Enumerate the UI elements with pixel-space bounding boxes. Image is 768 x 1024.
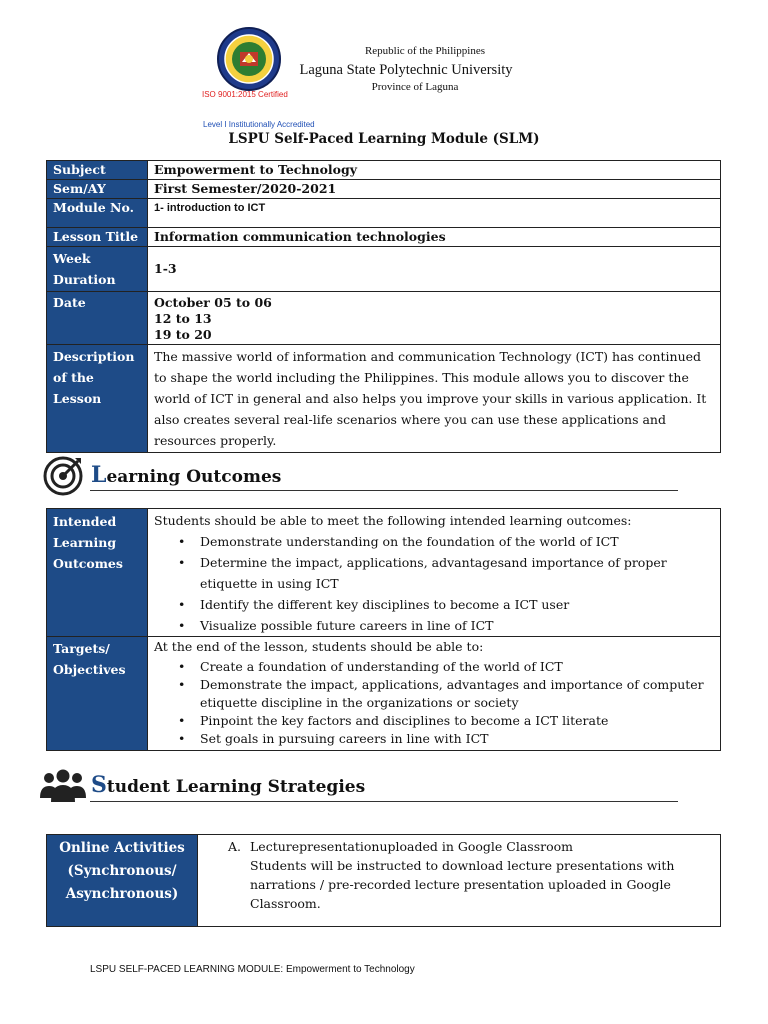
table-row: [47, 637, 721, 751]
heading-underline: [90, 490, 678, 491]
heading-underline: [90, 801, 678, 802]
item-line: narrations / pre-recorded lecture presentation uploaded in Google: [250, 877, 671, 892]
list-item-continuation: [178, 694, 714, 712]
week-label-line: Duration: [53, 272, 116, 287]
table-row: [47, 292, 721, 345]
list-item: • Determine the impact, applications, advantagesand importance of proper: [178, 552, 714, 573]
targets-content: [148, 637, 721, 751]
ilo-label-line: Intended: [53, 514, 117, 529]
list-item: • Visualize possible future careers in line of ICT: [178, 615, 714, 636]
heading-text: earning Outcomes: [106, 467, 282, 487]
module-title: LSPU Self-Paced Learning Module (SLM): [228, 131, 540, 147]
group-people-icon: [38, 768, 88, 804]
description-line: also creates several real-life scenarios where you can use these applications and: [154, 412, 666, 427]
item-marker: A.: [228, 839, 242, 854]
lesson-value: Information communication technologies: [148, 228, 721, 247]
table-row: [47, 345, 721, 453]
date-value: [148, 292, 721, 345]
strategies-table: [46, 834, 721, 927]
description-line: world of ICT in general and also helps you improve your skills in various application. It: [154, 391, 707, 406]
item-line: Classroom.: [250, 896, 321, 911]
heading-text: tudent Learning Strategies: [106, 777, 366, 797]
item-line: Lecturepresentationuploaded in Google Classroom: [250, 839, 574, 854]
page-footer: LSPU SELF-PACED LEARNING MODULE: Empowerment to Technology: [90, 964, 415, 975]
table-row: [47, 835, 721, 927]
table-row: [47, 509, 721, 637]
targets-intro: At the end of the lesson, students should be able to:: [154, 639, 484, 654]
description-value: [148, 345, 721, 453]
targets-label: [47, 637, 148, 751]
iso-certification: ISO 9001:2015 Certified: [202, 90, 288, 99]
list-item: • Demonstrate the impact, applications, advantages and importance of computer: [178, 676, 714, 694]
table-row: [47, 228, 721, 247]
list-item: • Create a foundation of understanding of the world of ICT: [178, 658, 714, 676]
strategies-heading: [91, 772, 365, 798]
description-label-line: Description: [53, 349, 135, 364]
ilo-label-line: Learning: [53, 535, 117, 550]
online-activities-content: [198, 835, 721, 927]
ilo-content: [148, 509, 721, 637]
university-name: Laguna State Polytechnic University: [299, 62, 513, 78]
description-label-line: of the: [53, 370, 94, 385]
targets-label-line: Objectives: [53, 662, 126, 677]
province-text: Province of Laguna: [371, 81, 459, 93]
semay-value: First Semester/2020-2021: [148, 180, 721, 199]
module-value: 1- introduction to ICT: [148, 199, 721, 228]
table-row: [47, 161, 721, 180]
online-activities-label: [47, 835, 198, 927]
list-item: [228, 837, 714, 913]
table-row: [47, 247, 721, 292]
date-label: Date: [47, 292, 148, 345]
date-line: 19 to 20: [154, 327, 212, 342]
ilo-list: [154, 531, 714, 636]
ilo-intro: Students should be able to meet the following intended learning outcomes:: [154, 513, 632, 528]
list-item-continuation-text: etiquette in using ICT: [200, 576, 339, 591]
list-item-continuation: [178, 573, 714, 594]
week-label: [47, 247, 148, 292]
learning-outcomes-heading: [91, 462, 281, 488]
semay-label: Sem/AY: [47, 180, 148, 199]
ilo-label: [47, 509, 148, 637]
date-line: October 05 to 06: [154, 295, 272, 310]
targets-label-line: Targets/: [53, 641, 110, 656]
description-line: resources properly.: [154, 433, 277, 448]
accreditation-text: Level I Institutionally Accredited: [203, 120, 315, 129]
item-line: Students will be instructed to download lecture presentations with: [250, 858, 675, 873]
description-line: to shape the world including the Philippines. This module allows you to discover the: [154, 370, 689, 385]
list-item-continuation-text: etiquette discipline in the organizations or society: [200, 695, 519, 710]
description-label: [47, 345, 148, 453]
republic-text: Republic of the Philippines: [364, 45, 486, 57]
week-label-line: Week: [53, 251, 91, 266]
module-info-table: [46, 160, 721, 453]
lesson-label: Lesson Title: [47, 228, 148, 247]
heading-cap-letter: S: [91, 772, 107, 798]
subject-label: Subject: [47, 161, 148, 180]
date-line: 12 to 13: [154, 311, 212, 326]
description-label-line: Lesson: [53, 391, 102, 406]
table-row: [47, 199, 721, 228]
target-icon: [42, 454, 84, 496]
ilo-label-line: Outcomes: [53, 556, 123, 571]
online-label-line: Asynchronous): [65, 886, 179, 902]
description-line: The massive world of information and communication Technology (ICT) has continued: [154, 349, 702, 364]
subject-value: Empowerment to Technology: [148, 161, 721, 180]
heading-cap-letter: L: [91, 462, 107, 488]
list-item: • Set goals in pursuing careers in line with ICT: [178, 730, 714, 748]
list-item: • Pinpoint the key factors and disciplines to become a ICT literate: [178, 712, 714, 730]
outcomes-table: [46, 508, 721, 751]
module-label: Module No.: [47, 199, 148, 228]
online-label-line: (Synchronous/: [67, 863, 177, 879]
table-row: [47, 180, 721, 199]
university-seal-logo: [216, 26, 282, 92]
list-item: • Identify the different key disciplines to become a ICT user: [178, 594, 714, 615]
list-item: • Demonstrate understanding on the foundation of the world of ICT: [178, 531, 714, 552]
week-value: 1-3: [148, 247, 721, 292]
online-label-line: Online Activities: [59, 840, 185, 856]
targets-list: [154, 658, 714, 748]
